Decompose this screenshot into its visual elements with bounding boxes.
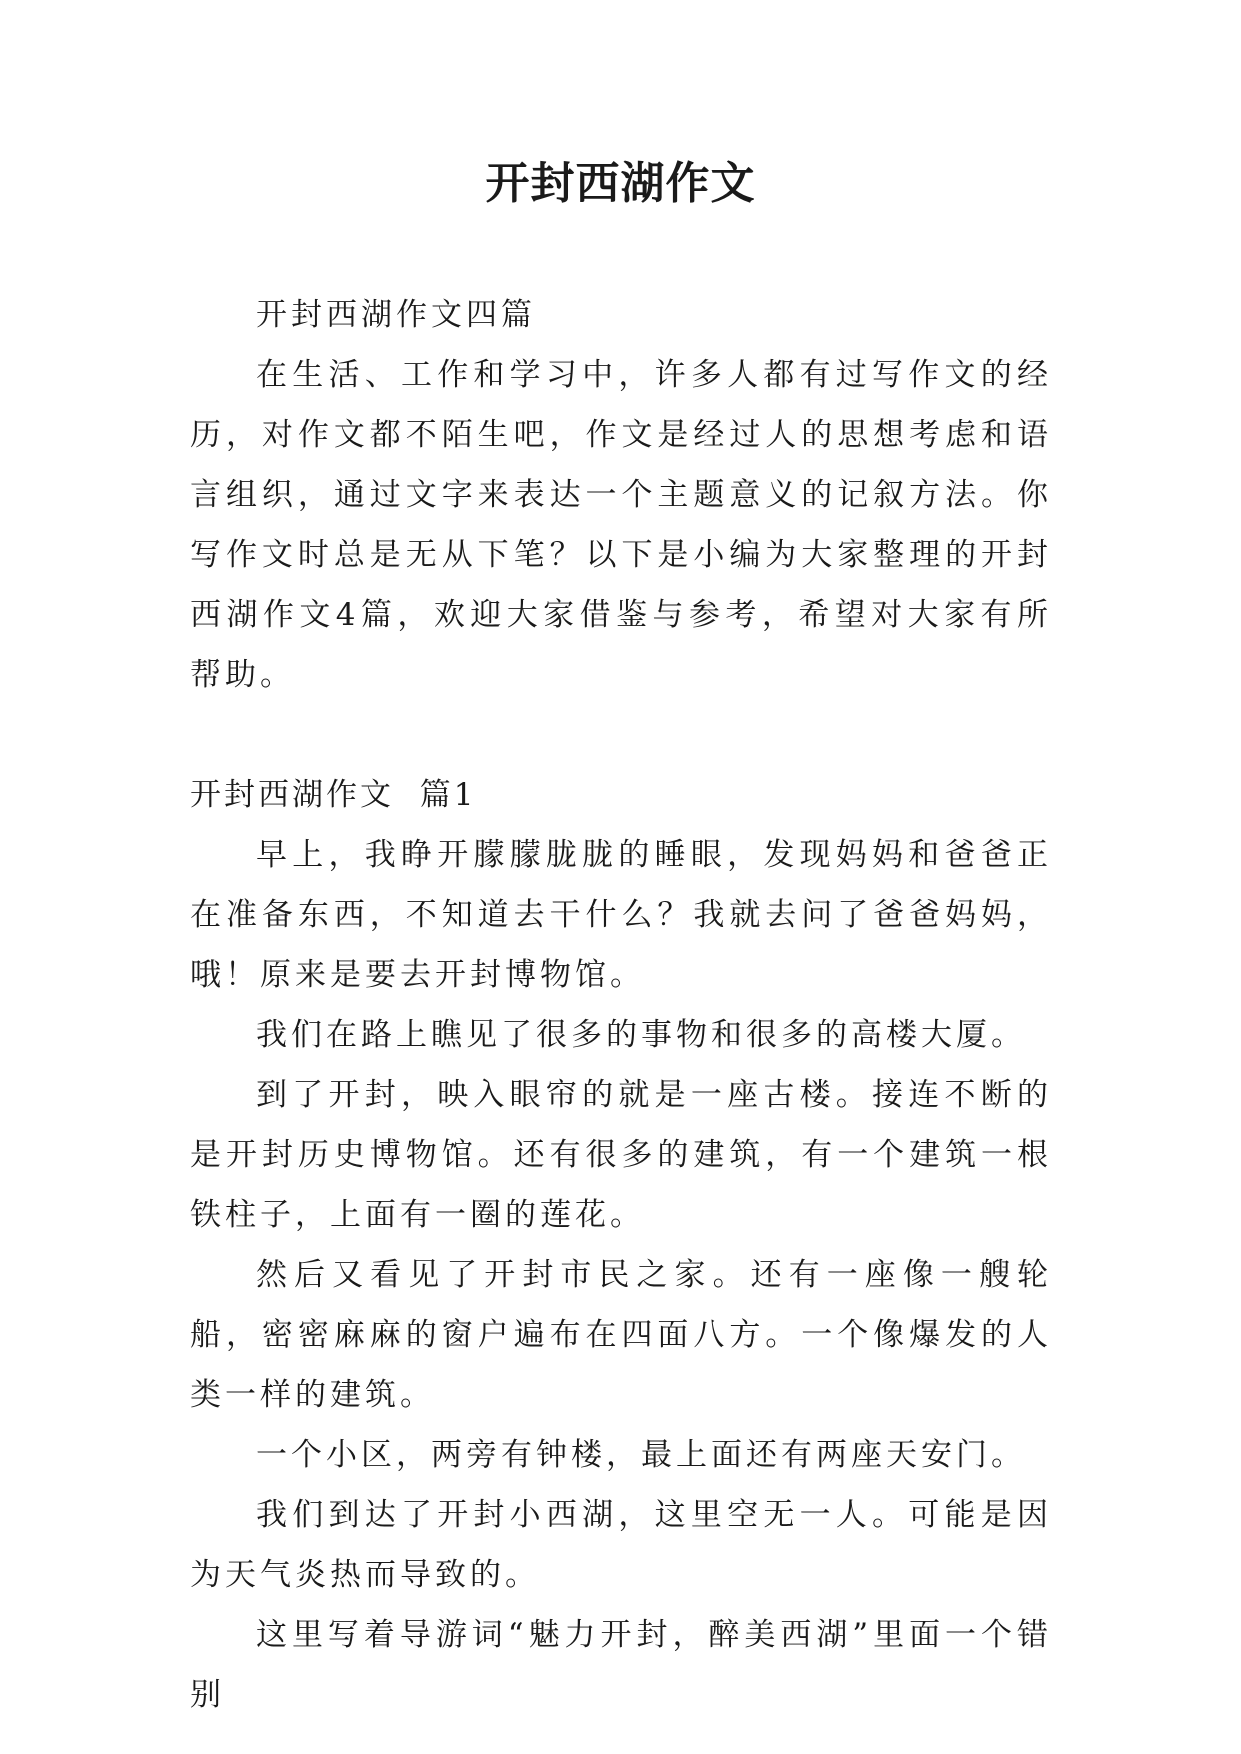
section-heading: 开封西湖作文 篇1: [190, 777, 477, 813]
paragraph-2: 我们在路上瞧见了很多的事物和很多的高楼大厦。: [256, 1017, 1026, 1053]
paragraph-1: 早上，我睁开朦朦胧胧的睡眼，发现妈妈和爸爸正在准备东西，不知道去干什么？我就去问了爸爸妈妈，哦！原来是要去开封博物馆。: [190, 837, 1052, 993]
intro-paragraph: 在生活、工作和学习中，许多人都有过写作文的经历，对作文都不陌生吧，作文是经过人的思想考虑和语言组织，通过文字来表达一个主题意义的记叙方法。你写作文时总是无从下笔？以下是小编为大家整理的开封西湖作文4篇，欢迎大家借鉴与参考，希望对大家有所帮助。: [190, 357, 1052, 693]
document-title: 开封西湖作文: [485, 158, 756, 209]
paragraph-7: 这里写着导游词“魅力开封，醉美西湖”里面一个错别: [190, 1617, 1052, 1713]
paragraph-6: 我们到达了开封小西湖，这里空无一人。可能是因为天气炎热而导致的。: [190, 1497, 1052, 1593]
document-subtitle: 开封西湖作文四篇: [256, 297, 536, 333]
paragraph-3: 到了开封，映入眼帘的就是一座古楼。接连不断的是开封历史博物馆。还有很多的建筑，有一个建筑一根铁柱子，上面有一圈的莲花。: [190, 1077, 1052, 1233]
paragraph-4: 然后又看见了开封市民之家。还有一座像一艘轮船，密密麻麻的窗户遍布在四面八方。一个像爆发的人类一样的建筑。: [190, 1257, 1052, 1413]
paragraph-5: 一个小区，两旁有钟楼，最上面还有两座天安门。: [256, 1437, 1026, 1473]
section-spacer: [190, 705, 1052, 765]
document-body: [190, 285, 1052, 1725]
